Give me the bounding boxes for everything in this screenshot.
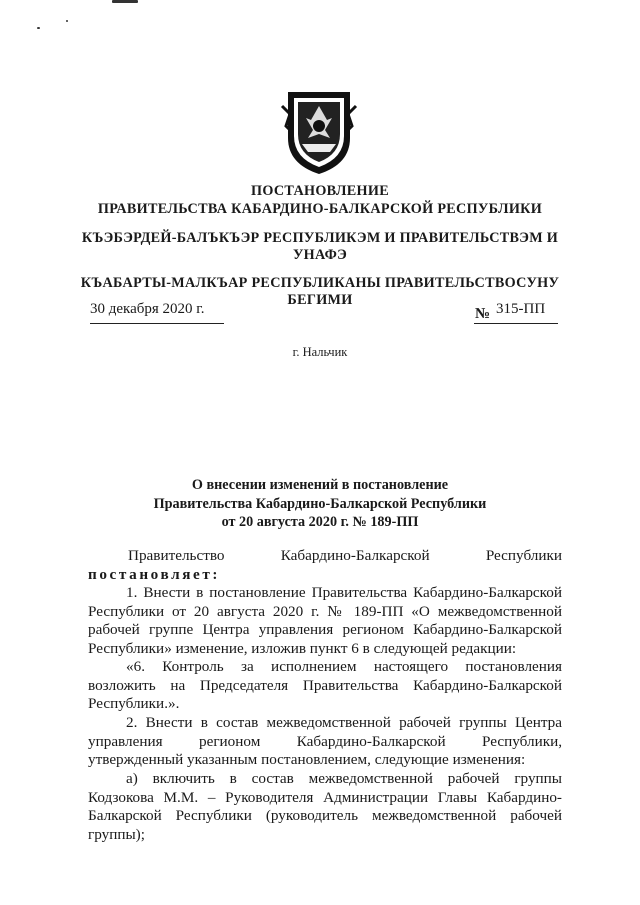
resolves-heading: постановляет: xyxy=(88,566,221,583)
paragraph-3: 2. Внести в состав межведомственной рабочей группы Центра управления регионом Кабардино-Балкарской Республики, утвержденный указанным постановлением, следующие изменения: xyxy=(88,714,562,769)
number-underline xyxy=(474,323,558,324)
issuer-heading-kabardian-cont: УНАФЭ xyxy=(292,247,348,263)
date-underline xyxy=(90,323,224,324)
intro-word-kbr: Кабардино-Балкарской xyxy=(280,547,430,564)
intro-word-government: Правительство xyxy=(128,547,225,564)
paragraph-2: «6. Контроль за исполнением настоящего постановления возложить на Председателя Правительства Кабардино-Балкарской Республики.». xyxy=(88,658,562,713)
number-sign: № xyxy=(475,306,491,322)
scan-speck xyxy=(66,20,68,22)
coat-of-arms-emblem xyxy=(278,86,360,176)
issue-city: г. Нальчик xyxy=(292,345,348,359)
document-date: 30 декабря 2020 г. xyxy=(90,301,205,317)
issuer-heading: ПРАВИТЕЛЬСТВА КАБАРДИНО-БАЛКАРСКОЙ РЕСПУБЛИКИ xyxy=(97,201,543,217)
document-title-line-3: от 20 августа 2020 г. № 189-ПП xyxy=(221,514,419,530)
intro-line xyxy=(128,547,562,566)
doc-type-heading: ПОСТАНОВЛЕНИЕ xyxy=(251,183,389,199)
issuer-heading-kabardian: КЪЭБЭРДЕЙ-БАЛЪКЪЭР РЕСПУБЛИКЭМ И ПРАВИТЕЛЬСТВЭМ И xyxy=(81,230,559,246)
issuer-heading-balkar-cont: БЕГИМИ xyxy=(287,292,353,308)
intro-word-republic: Республики xyxy=(485,547,563,564)
document-title-line-1: О внесении изменений в постановление xyxy=(191,477,449,493)
scan-speck xyxy=(37,27,40,29)
document-number: 315-ПП xyxy=(496,301,546,317)
paragraph-4: а) включить в состав межведомственной рабочей группы Кодзокова М.М. – Руководителя Администрации Главы Кабардино-Балкарской Республики (руководитель межведомственной рабочей группы); xyxy=(88,770,562,843)
issuer-heading-balkar: КЪАБАРТЫ-МАЛКЪАР РЕСПУБЛИКАНЫ ПРАВИТЕЛЬСТВОСУНУ xyxy=(80,275,560,291)
scan-speck xyxy=(112,0,138,3)
paragraph-1: 1. Внести в постановление Правительства Кабардино-Балкарской Республики от 20 августа 2020 г. № 189-ПП «О межведомственной рабочей группе Центра управления регионом Кабардино-Балкарской Республики» изменение, изложив пункт 6 в следующей редакции: xyxy=(88,584,562,657)
document-title-line-2: Правительства Кабардино-Балкарской Республики xyxy=(153,496,487,512)
